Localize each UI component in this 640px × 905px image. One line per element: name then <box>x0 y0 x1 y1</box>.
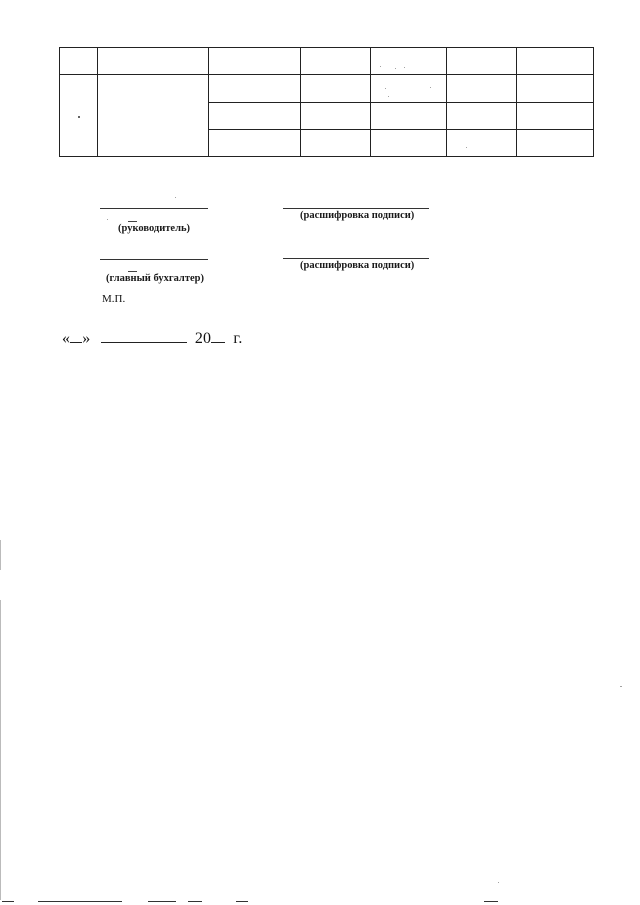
scan-edge <box>0 600 1 900</box>
table-cell-number <box>60 75 98 157</box>
table-cell <box>447 129 516 156</box>
bottom-scan-mark <box>188 901 202 902</box>
table-cell <box>208 75 301 102</box>
table-cell <box>516 102 594 129</box>
year-blank <box>211 328 225 343</box>
table-header-cell <box>516 48 594 75</box>
scan-speck <box>107 219 108 220</box>
scan-speck <box>175 197 176 198</box>
head-decode-caption: (расшифровка подписи) <box>300 210 415 221</box>
year-suffix: г. <box>233 330 243 347</box>
scan-speck <box>404 67 405 68</box>
table-row <box>60 75 594 102</box>
scan-speck <box>620 686 622 687</box>
table-header-cell <box>208 48 301 75</box>
scan-edge <box>0 540 1 570</box>
bottom-scan-mark <box>148 901 176 902</box>
accountant-decode-line <box>283 258 429 259</box>
table-cell <box>447 102 516 129</box>
table-cell <box>208 102 301 129</box>
table-cell <box>370 129 446 156</box>
table-cell <box>208 129 301 156</box>
bottom-scan-mark <box>236 901 248 902</box>
table-header-cell <box>370 48 446 75</box>
data-table <box>59 47 594 157</box>
scan-speck <box>430 87 431 88</box>
head-caption: (руководитель) <box>118 223 191 234</box>
dash-mark <box>128 221 137 222</box>
table-header-cell <box>301 48 370 75</box>
table-header-row <box>60 48 594 75</box>
bottom-scan-mark <box>2 901 14 902</box>
head-signature-line <box>100 208 208 209</box>
accountant-caption: (главный бухгалтер) <box>106 273 204 284</box>
table-cell-name <box>98 75 209 157</box>
table-cell <box>370 75 446 102</box>
year-prefix: 20 <box>194 330 212 347</box>
table-cell <box>516 129 594 156</box>
table-cell <box>516 75 594 102</box>
day-blank <box>70 328 82 343</box>
scan-speck <box>498 882 499 883</box>
scan-speck <box>395 68 396 69</box>
dot-mark <box>78 116 80 118</box>
bottom-scan-mark <box>484 901 498 902</box>
month-blank <box>101 328 187 343</box>
accountant-signature-line <box>100 259 208 260</box>
date-line <box>62 328 243 348</box>
scan-speck <box>466 147 467 148</box>
table-cell <box>301 75 370 102</box>
head-decode-line <box>283 208 429 209</box>
accountant-decode-caption: (расшифровка подписи) <box>300 260 415 271</box>
table-cell <box>301 102 370 129</box>
table-cell <box>370 102 446 129</box>
scan-speck <box>380 66 381 67</box>
bottom-scan-mark <box>38 901 122 902</box>
open-quote: « <box>62 330 71 347</box>
table-header-cell <box>447 48 516 75</box>
dash-mark <box>128 271 137 272</box>
close-quote: » <box>82 330 91 347</box>
stamp-label: М.П. <box>102 293 126 305</box>
scan-speck <box>388 96 389 97</box>
table-cell <box>301 129 370 156</box>
scan-speck <box>385 88 386 89</box>
table-cell <box>447 75 516 102</box>
table-header-cell <box>60 48 98 75</box>
table-header-cell <box>98 48 209 75</box>
